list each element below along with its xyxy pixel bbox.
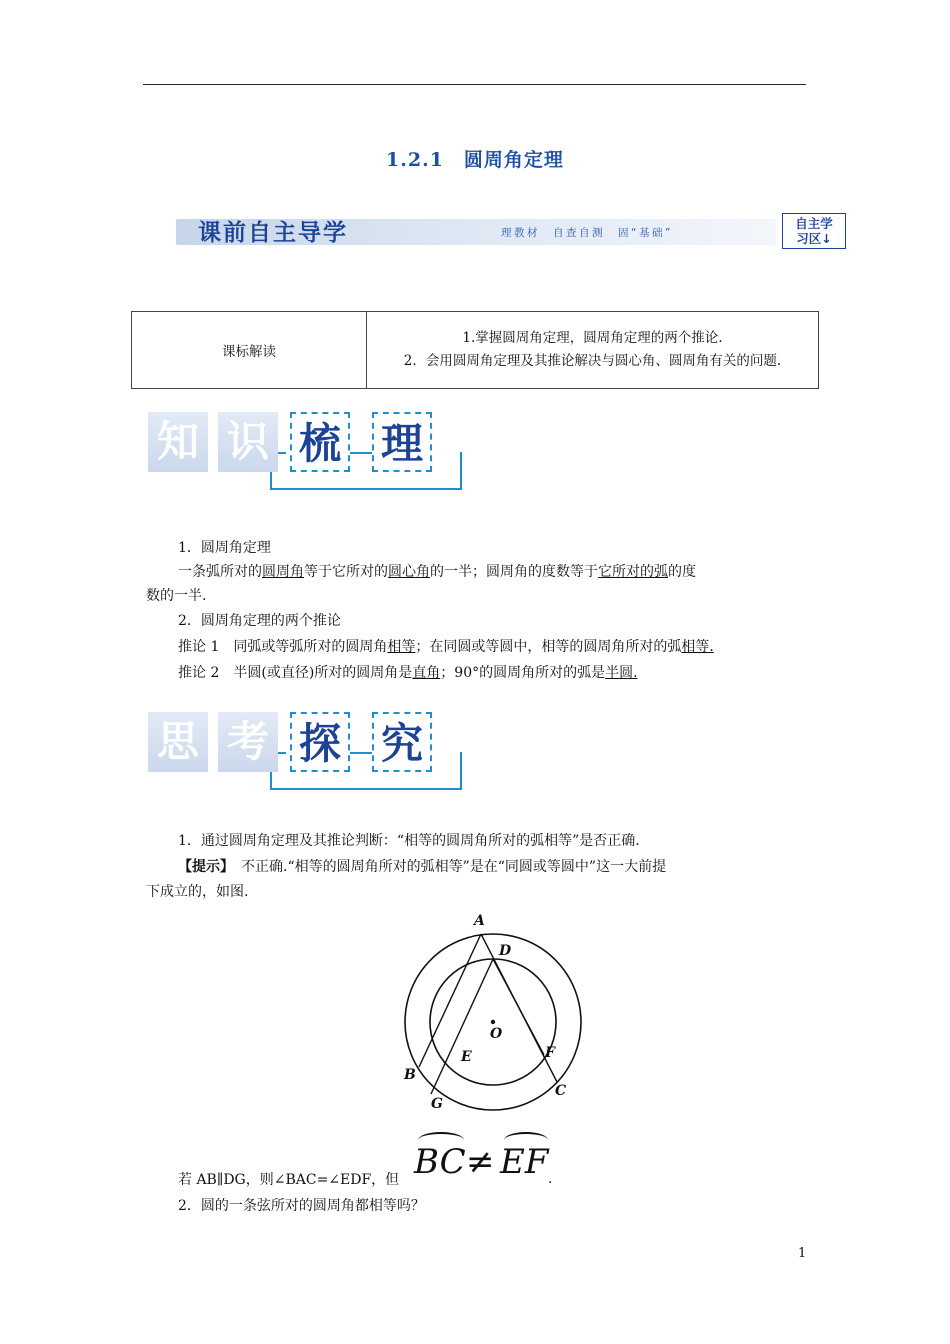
text-run: 的一半；圆周角的度数等于 [430,564,598,580]
arc-bc: BC [414,1142,466,1182]
condition-text: 若 AB∥DG，则∠BAC=∠EDF，但 [178,1172,400,1188]
question-2: 2．圆的一条弦所对的圆周角都相等吗？ [178,1198,425,1214]
center-point [491,1020,495,1024]
answer-fill: 相等 [387,639,416,655]
banner-subtitle: 理教材 自查自测 固“基础” [501,227,673,239]
page-number: 1 [798,1246,807,1261]
text-run: 推论 1 同弧或等弧所对的圆周角 [178,639,388,655]
header-rule [143,84,806,85]
text-run: ；90°的圆周角所对的弧是 [440,665,606,681]
answer-fill: 它所对的弧 [598,564,668,580]
heading-char: 知 [148,412,208,472]
heading-char: 梳 [290,412,350,472]
knowledge-p1-line1 [178,561,696,584]
answer-fill: 圆心角 [388,564,430,580]
answer-fill: 直角 [412,665,441,681]
answer-fill: 半圆. [605,665,638,681]
label-c: C [555,1083,567,1099]
label-b: B [404,1067,416,1083]
heading-char: 究 [372,712,432,772]
text-run: 等于它所对的 [304,564,388,580]
heading-char: 考 [218,712,278,772]
label-f: F [545,1045,555,1061]
circle-figure [395,905,595,1115]
knowledge-p1-title: 1．圆周角定理 [178,540,271,556]
banner-badge-line1: 自主学 [795,216,833,231]
hint-line [178,856,666,879]
objective-1: 1.掌握圆周角定理，圆周角定理的两个推论. [462,330,723,346]
label-o: O [490,1026,503,1042]
knowledge-p2-title: 2．圆周角定理的两个推论 [178,613,341,629]
segment-ab [419,934,481,1067]
text-run: 一条弧所对的 [178,564,262,580]
hint-line2: 下成立的，如图. [146,884,249,900]
label-d: D [499,943,512,959]
hint-label: 【提示】 [178,859,227,875]
page-title: 1.2.1 圆周角定理 [386,149,564,171]
banner-badge-line2: 习区↓ [796,231,832,246]
answer-fill: 圆周角 [262,564,304,580]
banner-title: 课前自主导学 [198,220,348,246]
text-run: 推论 2 半圆(或直径)所对的圆周角是 [178,665,413,681]
objective-2: 2．会用圆周角定理及其推论解决与圆心角、圆周角有关的问题. [403,353,782,369]
heading-char: 识 [218,412,278,472]
arc-ef: EF [500,1142,549,1182]
heading-connector [350,752,372,754]
neq-symbol: ≠ [466,1142,495,1182]
corollary-2 [178,662,638,685]
banner-badge [782,213,846,249]
text-run: 的度 [668,564,696,580]
heading-char: 思 [148,712,208,772]
knowledge-p1-line2: 数的一半. [146,588,207,604]
segment-dg [431,959,493,1094]
arc-inequality [414,1142,564,1192]
heading-connector [350,452,372,454]
answer-fill: 相等. [681,639,714,655]
corollary-1 [178,636,714,659]
condition-end: . [548,1171,553,1187]
label-e: E [461,1049,472,1065]
objectives-content [367,312,819,389]
question-1: 1．通过圆周角定理及其推论判断：“相等的圆周角所对的弧相等”是否正确. [178,833,640,849]
section-heading-explore [148,712,464,796]
section-heading-knowledge [148,412,464,496]
objectives-table [131,311,819,389]
heading-char: 探 [290,712,350,772]
text-run: ；在同圆或等圆中，相等的圆周角所对的弧 [415,639,682,655]
heading-char: 理 [372,412,432,472]
label-a: A [474,913,485,929]
objectives-label: 课标解读 [132,312,367,389]
hint-text: 不正确.“相等的圆周角所对的弧相等”是在“同圆或等圆中”这一大前提 [227,859,667,875]
label-g: G [431,1096,443,1112]
section-banner [176,213,848,251]
